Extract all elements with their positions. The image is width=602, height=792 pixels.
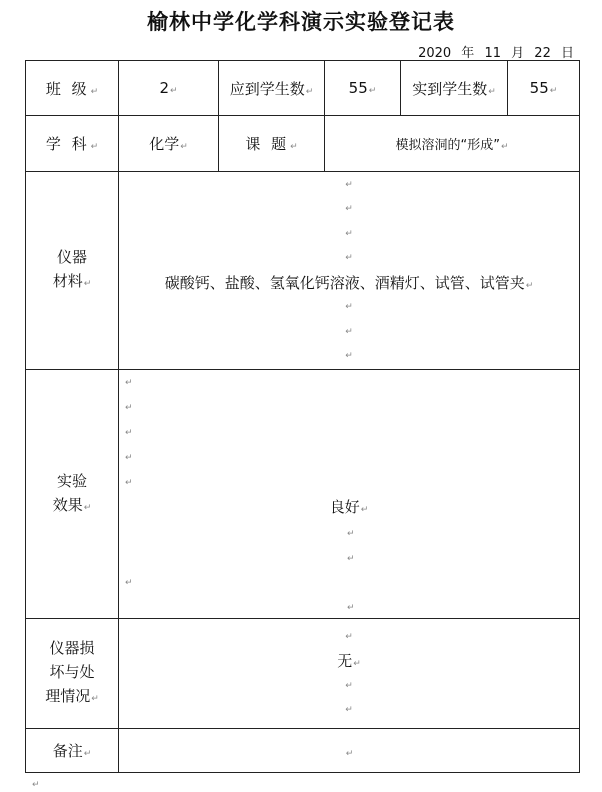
effect-row (26, 370, 580, 619)
date-month: 11 (484, 46, 501, 61)
subject-value-cell[interactable]: 化学↵ (119, 116, 219, 172)
class-label: 班 级 (45, 79, 90, 98)
notes-value-cell[interactable]: ↵ (119, 729, 580, 773)
notes-label: 备注 (52, 742, 83, 760)
equipment-label-line-1: 仪器 (56, 248, 87, 266)
damage-row (26, 619, 580, 729)
effect-label-cell: 实验 效果↵ (26, 370, 119, 619)
topic-label: 课 题 (245, 135, 290, 153)
record-date (418, 42, 574, 61)
registration-table (25, 60, 580, 773)
subject-label-cell: 学 科↵ (26, 116, 119, 172)
effect-label-line-1: 实验 (56, 471, 87, 490)
actual-label-cell: 实到学生数↵ (401, 61, 508, 116)
date-year-unit: 年 (461, 46, 475, 61)
topic-value: 模拟溶洞的“形成” (395, 138, 500, 153)
subject-value: 化学 (149, 135, 180, 153)
expected-value-cell[interactable]: 55↵ (325, 61, 401, 116)
damage-value-cell[interactable]: ↵ 无↵ ↵ ↵ (119, 619, 580, 729)
actual-students-value: 55 (529, 79, 549, 97)
page-title: 榆林中学化学科演示实验登记表 (147, 10, 455, 34)
equipment-value-cell[interactable]: ↵ ↵ ↵ ↵ 碳酸钙、盐酸、氢氧化钙溶液、酒精灯、试管、试管夹↵ ↵ ↵ ↵ (119, 172, 580, 370)
class-row (26, 61, 580, 116)
damage-label-cell: 仪器损 坏与处 理情况↵ (26, 619, 119, 729)
class-value: 2 (159, 79, 169, 97)
equipment-label-line-2: 材料 (52, 272, 83, 290)
date-month-unit: 月 (511, 46, 525, 61)
class-value-cell[interactable]: 2↵ (119, 61, 219, 116)
damage-label-line-1: 仪器损 (49, 639, 95, 657)
actual-students-label: 实到学生数 (412, 79, 488, 98)
equipment-row (26, 172, 580, 370)
effect-label-line-2: 效果 (52, 495, 83, 514)
topic-label-cell: 课 题↵ (219, 116, 325, 172)
subject-label: 学 科 (45, 135, 90, 153)
topic-value-cell[interactable]: 模拟溶洞的“形成”↵ (325, 116, 580, 172)
damage-label-line-3: 理情况 (45, 687, 91, 705)
expected-students-value: 55 (348, 79, 368, 97)
notes-label-cell: 备注↵ (26, 729, 119, 773)
effect-value-cell[interactable]: ↵ ↵ ↵ ↵ ↵ ↵ 良好↵ ↵ ↵ ↵ (119, 370, 580, 619)
class-label-cell: 班 级↵ (26, 61, 119, 116)
notes-row (26, 729, 580, 773)
expected-students-label: 应到学生数 (229, 79, 305, 98)
equipment-label-cell: 仪器 材料↵ (26, 172, 119, 370)
subject-row (26, 116, 580, 172)
damage-label-line-2: 坏与处 (49, 663, 95, 681)
expected-label-cell: 应到学生数↵ (219, 61, 325, 116)
date-day-unit: 日 (560, 46, 574, 61)
damage-value: 无 (337, 652, 353, 670)
effect-value: 良好 (329, 498, 360, 516)
trailing-paragraph-mark: ↵ (32, 780, 40, 790)
date-year: 2020 (418, 46, 452, 61)
actual-value-cell[interactable]: 55↵ (508, 61, 580, 116)
equipment-value: 碳酸钙、盐酸、氢氧化钙溶液、酒精灯、试管、试管夹 (164, 273, 525, 292)
date-day: 22 (534, 46, 551, 61)
